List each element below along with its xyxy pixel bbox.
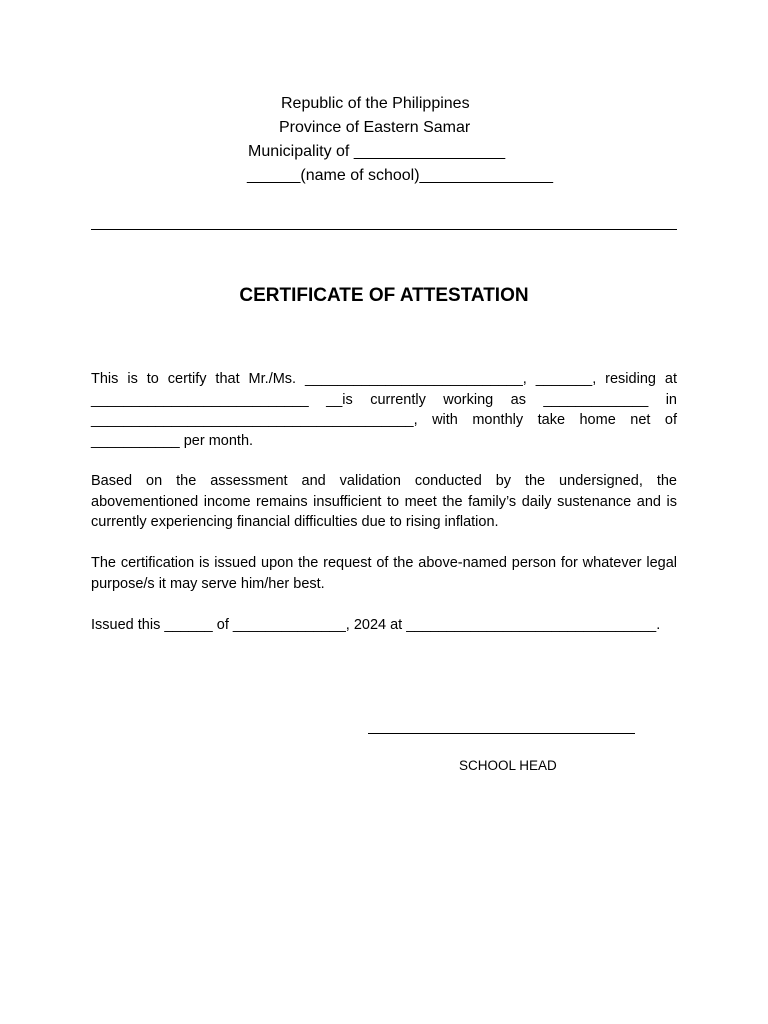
header-school-name: ______(name of school)_______________ — [247, 167, 554, 184]
signature-line — [368, 733, 635, 734]
paragraph-purpose: The certification is issued upon the request of the above-named person for whatever legal purpose/s it may serve him/her best. — [91, 555, 677, 592]
header-province: Province of Eastern Samar — [279, 119, 471, 136]
paragraph-certify-line-2: ___________________________ __is currently working as _____________ in — [91, 391, 677, 408]
header-divider — [91, 229, 677, 230]
paragraph-certify-line-1: This is to certify that Mr./Ms. ___________________________, _______, residing at — [91, 371, 677, 387]
paragraph-certify-line-3: ________________________________________, with monthly take home net of — [91, 412, 677, 428]
paragraph-assessment: Based on the assessment and validation conducted by the undersigned, the abovementioned income remains insufficient to meet the family’s daily sustenance and is currently experiencing financial difficulties due to rising inflation. — [91, 473, 677, 530]
paragraph-issued: Issued this ______ of ______________, 2024 at _______________________________. — [91, 617, 661, 633]
header-municipality: Municipality of _________________ — [248, 143, 506, 160]
paragraph-certify-line-4: ___________ per month. — [91, 432, 254, 449]
signature-label: SCHOOL HEAD — [459, 758, 557, 773]
document-title: CERTIFICATE OF ATTESTATION — [239, 285, 529, 306]
header-republic: Republic of the Philippines — [281, 95, 470, 112]
